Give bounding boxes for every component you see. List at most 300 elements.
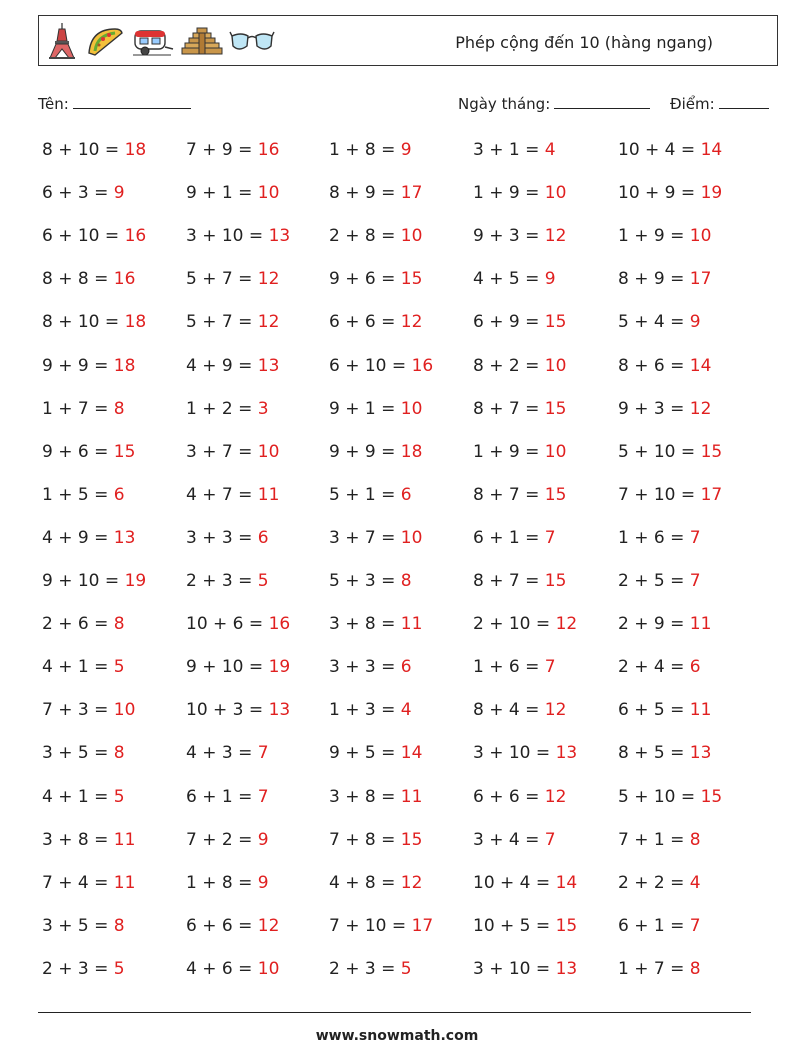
- header-icons: [45, 20, 275, 62]
- problem-cell: [618, 226, 711, 246]
- problem-answer: 15: [555, 915, 578, 936]
- problem-answer: 13: [268, 700, 291, 721]
- problem-question: 8 + 7 =: [473, 398, 540, 419]
- problem-cell: [186, 959, 279, 979]
- problem-question: 8 + 9 =: [329, 183, 396, 204]
- problem-answer: 7: [544, 657, 556, 678]
- problem-question: 8 + 6 =: [618, 355, 685, 376]
- name-field: [38, 94, 191, 113]
- problem-cell: [186, 269, 279, 289]
- problem-cell: [186, 873, 269, 893]
- problem-cell: [618, 183, 722, 203]
- problem-cell: [329, 528, 422, 548]
- problem-answer: 19: [268, 657, 291, 678]
- problem-question: 8 + 7 =: [473, 484, 540, 505]
- problem-question: 6 + 9 =: [473, 312, 540, 333]
- problem-answer: 7: [544, 829, 556, 850]
- problem-question: 10 + 4 =: [618, 140, 696, 160]
- problem-cell: [42, 312, 146, 332]
- problem-answer: 9: [689, 312, 701, 333]
- problem-answer: 4: [400, 700, 412, 721]
- problem-cell: [42, 485, 125, 505]
- problem-answer: 9: [113, 183, 125, 204]
- problem-answer: 15: [544, 312, 567, 333]
- problem-answer: 15: [544, 571, 567, 591]
- problem-cell: [329, 657, 412, 677]
- problem-answer: 18: [113, 355, 136, 376]
- problem-answer: 10: [113, 700, 136, 721]
- problem-question: 6 + 10 =: [329, 355, 407, 376]
- problem-cell: [42, 830, 135, 850]
- problem-question: 2 + 8 =: [329, 226, 396, 247]
- problem-question: 4 + 7 =: [186, 484, 253, 505]
- problem-answer: 15: [400, 269, 423, 290]
- problem-cell: [186, 657, 290, 677]
- problem-answer: 9: [257, 829, 269, 850]
- problem-question: 9 + 6 =: [42, 441, 109, 462]
- problem-cell: [329, 485, 412, 505]
- problem-cell: [618, 442, 722, 462]
- problem-answer: 13: [113, 527, 136, 548]
- problem-answer: 10: [544, 441, 567, 462]
- problem-question: 8 + 8 =: [42, 269, 109, 290]
- problem-answer: 7: [689, 915, 701, 936]
- problem-cell: [42, 787, 125, 807]
- problem-answer: 12: [544, 700, 567, 721]
- problem-answer: 10: [257, 958, 280, 979]
- problem-row: [42, 700, 762, 728]
- problem-answer: 4: [544, 140, 556, 160]
- problem-answer: 15: [544, 484, 567, 505]
- problem-question: 1 + 8 =: [186, 872, 253, 893]
- problem-row: [42, 787, 762, 815]
- problem-cell: [42, 140, 146, 160]
- problem-question: 2 + 10 =: [473, 614, 551, 635]
- problem-cell: [42, 183, 125, 203]
- problem-row: [42, 873, 762, 901]
- problem-question: 3 + 8 =: [329, 786, 396, 807]
- problem-answer: 12: [689, 398, 712, 419]
- problem-question: 5 + 10 =: [618, 786, 696, 807]
- problem-answer: 18: [400, 441, 423, 462]
- problem-cell: [329, 830, 422, 850]
- problem-cell: [473, 183, 566, 203]
- problem-answer: 7: [257, 786, 269, 807]
- problem-question: 7 + 4 =: [42, 872, 109, 893]
- problem-question: 9 + 1 =: [329, 398, 396, 419]
- problem-cell: [618, 571, 701, 591]
- problem-answer: 10: [400, 527, 423, 548]
- problem-answer: 9: [544, 269, 556, 290]
- problem-cell: [42, 700, 135, 720]
- problem-question: 3 + 8 =: [42, 829, 109, 850]
- problem-row: [42, 571, 762, 599]
- problem-cell: [618, 959, 701, 979]
- problem-answer: 18: [124, 312, 147, 333]
- problem-question: 3 + 4 =: [473, 829, 540, 850]
- problem-cell: [186, 830, 269, 850]
- problem-question: 10 + 9 =: [618, 183, 696, 204]
- problem-answer: 17: [400, 183, 423, 204]
- problem-cell: [473, 140, 556, 160]
- problem-row: [42, 959, 762, 987]
- problem-answer: 5: [113, 786, 125, 807]
- taco-icon: [85, 23, 125, 59]
- problem-question: 6 + 6 =: [186, 915, 253, 936]
- problem-question: 3 + 8 =: [329, 614, 396, 635]
- problem-question: 3 + 1 =: [473, 140, 540, 160]
- problem-question: 4 + 1 =: [42, 657, 109, 678]
- problem-answer: 15: [544, 398, 567, 419]
- problem-answer: 16: [124, 226, 147, 247]
- problem-answer: 16: [113, 269, 136, 290]
- problem-question: 3 + 10 =: [473, 743, 551, 764]
- problem-question: 2 + 4 =: [618, 657, 685, 678]
- problem-question: 8 + 9 =: [618, 269, 685, 290]
- problem-cell: [618, 657, 701, 677]
- worksheet-title: Phép cộng đến 10 (hàng ngang): [455, 33, 713, 52]
- problem-question: 1 + 2 =: [186, 398, 253, 419]
- problem-cell: [618, 140, 722, 160]
- problem-answer: 11: [689, 700, 712, 721]
- problem-question: 6 + 3 =: [42, 183, 109, 204]
- footer-site: www.snowmath.com: [315, 1028, 479, 1044]
- problem-cell: [473, 873, 577, 893]
- problem-question: 4 + 1 =: [42, 786, 109, 807]
- problem-question: 6 + 5 =: [618, 700, 685, 721]
- score-blank[interactable]: [719, 94, 769, 109]
- problem-question: 8 + 2 =: [473, 355, 540, 376]
- problem-question: 7 + 3 =: [42, 700, 109, 721]
- problem-question: 2 + 5 =: [618, 571, 685, 591]
- problem-question: 1 + 9 =: [618, 226, 685, 247]
- problem-cell: [186, 743, 269, 763]
- problem-cell: [186, 226, 290, 246]
- problem-answer: 17: [700, 484, 723, 505]
- problem-cell: [618, 916, 701, 936]
- problem-question: 2 + 2 =: [618, 872, 685, 893]
- problem-row: [42, 830, 762, 858]
- problem-answer: 12: [257, 312, 280, 333]
- glasses-icon: [229, 26, 275, 56]
- problem-cell: [186, 399, 269, 419]
- problem-question: 1 + 6 =: [618, 527, 685, 548]
- problem-cell: [329, 183, 422, 203]
- problem-answer: 4: [689, 872, 701, 893]
- problem-question: 8 + 5 =: [618, 743, 685, 764]
- problem-answer: 14: [555, 872, 578, 893]
- problem-question: 6 + 1 =: [473, 527, 540, 548]
- problem-question: 3 + 10 =: [186, 226, 264, 247]
- problem-cell: [186, 528, 269, 548]
- problem-question: 2 + 3 =: [42, 958, 109, 979]
- problem-cell: [473, 399, 566, 419]
- problem-row: [42, 140, 762, 168]
- problem-answer: 10: [400, 226, 423, 247]
- problem-cell: [473, 312, 566, 332]
- problem-answer: 3: [257, 398, 269, 419]
- problem-answer: 12: [555, 614, 578, 635]
- problem-row: [42, 226, 762, 254]
- score-label: Điểm:: [670, 95, 715, 113]
- problem-question: 8 + 7 =: [473, 571, 540, 591]
- problem-cell: [618, 312, 701, 332]
- problem-cell: [42, 614, 125, 634]
- problem-answer: 15: [700, 786, 723, 807]
- problem-cell: [329, 442, 422, 462]
- problem-answer: 15: [700, 441, 723, 462]
- problem-question: 4 + 6 =: [186, 958, 253, 979]
- problem-question: 3 + 5 =: [42, 915, 109, 936]
- problem-cell: [42, 528, 135, 548]
- problem-question: 4 + 8 =: [329, 872, 396, 893]
- problem-question: 6 + 1 =: [618, 915, 685, 936]
- problem-answer: 12: [400, 872, 423, 893]
- problem-row: [42, 743, 762, 771]
- problem-question: 9 + 3 =: [618, 398, 685, 419]
- problem-answer: 11: [400, 786, 423, 807]
- footer-divider: [38, 1012, 751, 1013]
- problem-answer: 13: [555, 743, 578, 764]
- problem-row: [42, 657, 762, 685]
- problem-answer: 8: [113, 398, 125, 419]
- problem-answer: 7: [689, 571, 701, 591]
- problem-question: 5 + 10 =: [618, 441, 696, 462]
- problem-cell: [473, 700, 566, 720]
- problem-answer: 8: [400, 571, 412, 591]
- problem-answer: 7: [257, 743, 269, 764]
- problem-row: [42, 614, 762, 642]
- problem-question: 9 + 10 =: [42, 571, 120, 591]
- problem-question: 8 + 10 =: [42, 140, 120, 160]
- problem-cell: [473, 916, 577, 936]
- problem-row: [42, 399, 762, 427]
- problem-cell: [329, 700, 412, 720]
- problem-cell: [42, 226, 146, 246]
- problem-question: 1 + 7 =: [618, 958, 685, 979]
- problem-question: 1 + 9 =: [473, 441, 540, 462]
- problem-question: 9 + 9 =: [42, 355, 109, 376]
- problem-cell: [186, 356, 279, 376]
- problem-question: 4 + 9 =: [186, 355, 253, 376]
- problem-cell: [329, 312, 422, 332]
- problem-cell: [473, 442, 566, 462]
- problem-answer: 19: [124, 571, 147, 591]
- date-label: Ngày tháng:: [458, 95, 551, 113]
- eiffel-tower-icon: [45, 21, 79, 61]
- problem-cell: [186, 183, 279, 203]
- problem-cell: [186, 787, 269, 807]
- problem-question: 1 + 3 =: [329, 700, 396, 721]
- problem-cell: [473, 743, 577, 763]
- problem-cell: [42, 873, 135, 893]
- problem-answer: 8: [689, 829, 701, 850]
- problem-question: 3 + 3 =: [186, 527, 253, 548]
- problem-cell: [618, 873, 701, 893]
- problem-question: 9 + 6 =: [329, 269, 396, 290]
- problem-cell: [329, 959, 412, 979]
- problem-cell: [329, 356, 433, 376]
- problem-cell: [473, 571, 566, 591]
- problem-answer: 8: [113, 743, 125, 764]
- problem-question: 9 + 9 =: [329, 441, 396, 462]
- problem-question: 6 + 1 =: [186, 786, 253, 807]
- problem-question: 6 + 6 =: [329, 312, 396, 333]
- problem-cell: [329, 571, 412, 591]
- problem-answer: 10: [544, 183, 567, 204]
- problem-answer: 6: [113, 484, 125, 505]
- problem-question: 4 + 9 =: [42, 527, 109, 548]
- problem-answer: 9: [400, 140, 412, 160]
- score-field: [670, 94, 769, 113]
- problem-row: [42, 183, 762, 211]
- problem-answer: 19: [700, 183, 723, 204]
- problem-cell: [42, 442, 135, 462]
- problem-answer: 5: [257, 571, 269, 591]
- problem-question: 7 + 10 =: [329, 915, 407, 936]
- problem-answer: 13: [555, 958, 578, 979]
- problem-question: 7 + 2 =: [186, 829, 253, 850]
- problem-question: 3 + 7 =: [186, 441, 253, 462]
- problem-cell: [618, 614, 711, 634]
- problem-question: 5 + 7 =: [186, 269, 253, 290]
- date-field: [458, 94, 650, 113]
- problem-cell: [186, 485, 279, 505]
- problem-row: [42, 485, 762, 513]
- problem-question: 7 + 1 =: [618, 829, 685, 850]
- problem-cell: [186, 614, 290, 634]
- problem-answer: 12: [544, 226, 567, 247]
- problem-question: 6 + 6 =: [473, 786, 540, 807]
- problem-question: 6 + 10 =: [42, 226, 120, 247]
- problem-answer: 16: [268, 614, 291, 635]
- problem-cell: [186, 571, 269, 591]
- problem-answer: 12: [544, 786, 567, 807]
- problem-row: [42, 528, 762, 556]
- problem-cell: [329, 787, 422, 807]
- problem-cell: [42, 657, 125, 677]
- problem-cell: [618, 787, 722, 807]
- problem-question: 1 + 7 =: [42, 398, 109, 419]
- problem-cell: [473, 269, 556, 289]
- problem-answer: 8: [113, 915, 125, 936]
- problem-answer: 5: [113, 657, 125, 678]
- problem-question: 4 + 5 =: [473, 269, 540, 290]
- problem-cell: [618, 700, 711, 720]
- problem-answer: 18: [124, 140, 147, 160]
- problem-answer: 14: [689, 355, 712, 376]
- problem-cell: [42, 356, 135, 376]
- problem-question: 9 + 5 =: [329, 743, 396, 764]
- problem-question: 2 + 3 =: [329, 958, 396, 979]
- problem-question: 5 + 7 =: [186, 312, 253, 333]
- problem-question: 5 + 4 =: [618, 312, 685, 333]
- problem-cell: [329, 269, 422, 289]
- problem-cell: [42, 916, 125, 936]
- name-label: Tên:: [38, 95, 69, 113]
- problem-row: [42, 442, 762, 470]
- problem-answer: 12: [257, 915, 280, 936]
- problem-question: 5 + 3 =: [329, 571, 396, 591]
- problem-question: 1 + 9 =: [473, 183, 540, 204]
- problem-answer: 10: [544, 355, 567, 376]
- problem-answer: 13: [689, 743, 712, 764]
- problem-cell: [329, 743, 422, 763]
- problem-question: 1 + 8 =: [329, 140, 396, 160]
- camper-trailer-icon: [131, 23, 175, 59]
- problem-answer: 9: [257, 872, 269, 893]
- problem-answer: 10: [400, 398, 423, 419]
- problem-cell: [618, 485, 722, 505]
- problem-answer: 17: [689, 269, 712, 290]
- problem-answer: 6: [400, 484, 412, 505]
- problem-answer: 11: [400, 614, 423, 635]
- problem-cell: [618, 399, 711, 419]
- problem-answer: 15: [113, 441, 136, 462]
- problem-question: 3 + 7 =: [329, 527, 396, 548]
- problem-cell: [329, 873, 422, 893]
- problem-answer: 11: [113, 829, 136, 850]
- problem-cell: [473, 485, 566, 505]
- problem-cell: [473, 614, 577, 634]
- problem-cell: [473, 226, 566, 246]
- problem-question: 7 + 8 =: [329, 829, 396, 850]
- problem-cell: [329, 399, 422, 419]
- problem-answer: 10: [257, 441, 280, 462]
- problem-answer: 10: [689, 226, 712, 247]
- problem-question: 7 + 9 =: [186, 140, 253, 160]
- problem-cell: [618, 528, 701, 548]
- problem-cell: [473, 959, 577, 979]
- problem-question: 3 + 5 =: [42, 743, 109, 764]
- problem-answer: 8: [689, 958, 701, 979]
- problem-cell: [186, 312, 279, 332]
- problem-question: 9 + 10 =: [186, 657, 264, 678]
- student-info-row: [38, 94, 772, 116]
- problem-cell: [618, 743, 711, 763]
- problem-question: 7 + 10 =: [618, 484, 696, 505]
- problem-answer: 5: [113, 958, 125, 979]
- problem-cell: [329, 916, 433, 936]
- name-blank[interactable]: [73, 94, 191, 109]
- problem-question: 8 + 10 =: [42, 312, 120, 333]
- problem-cell: [473, 528, 556, 548]
- problem-question: 9 + 1 =: [186, 183, 253, 204]
- problem-cell: [473, 787, 566, 807]
- problem-answer: 11: [257, 484, 280, 505]
- problem-cell: [42, 399, 125, 419]
- problem-row: [42, 916, 762, 944]
- problem-question: 2 + 9 =: [618, 614, 685, 635]
- problem-row: [42, 312, 762, 340]
- problem-row: [42, 356, 762, 384]
- date-blank[interactable]: [554, 94, 650, 109]
- problem-question: 10 + 4 =: [473, 872, 551, 893]
- problem-cell: [42, 269, 135, 289]
- problem-cell: [186, 916, 279, 936]
- problem-question: 10 + 5 =: [473, 915, 551, 936]
- problem-question: 10 + 6 =: [186, 614, 264, 635]
- problem-cell: [329, 226, 422, 246]
- problem-answer: 16: [411, 355, 434, 376]
- problem-answer: 7: [544, 527, 556, 548]
- problem-question: 1 + 5 =: [42, 484, 109, 505]
- problem-cell: [42, 743, 125, 763]
- problem-question: 2 + 3 =: [186, 571, 253, 591]
- problem-answer: 17: [411, 915, 434, 936]
- problem-question: 3 + 3 =: [329, 657, 396, 678]
- problem-cell: [186, 442, 279, 462]
